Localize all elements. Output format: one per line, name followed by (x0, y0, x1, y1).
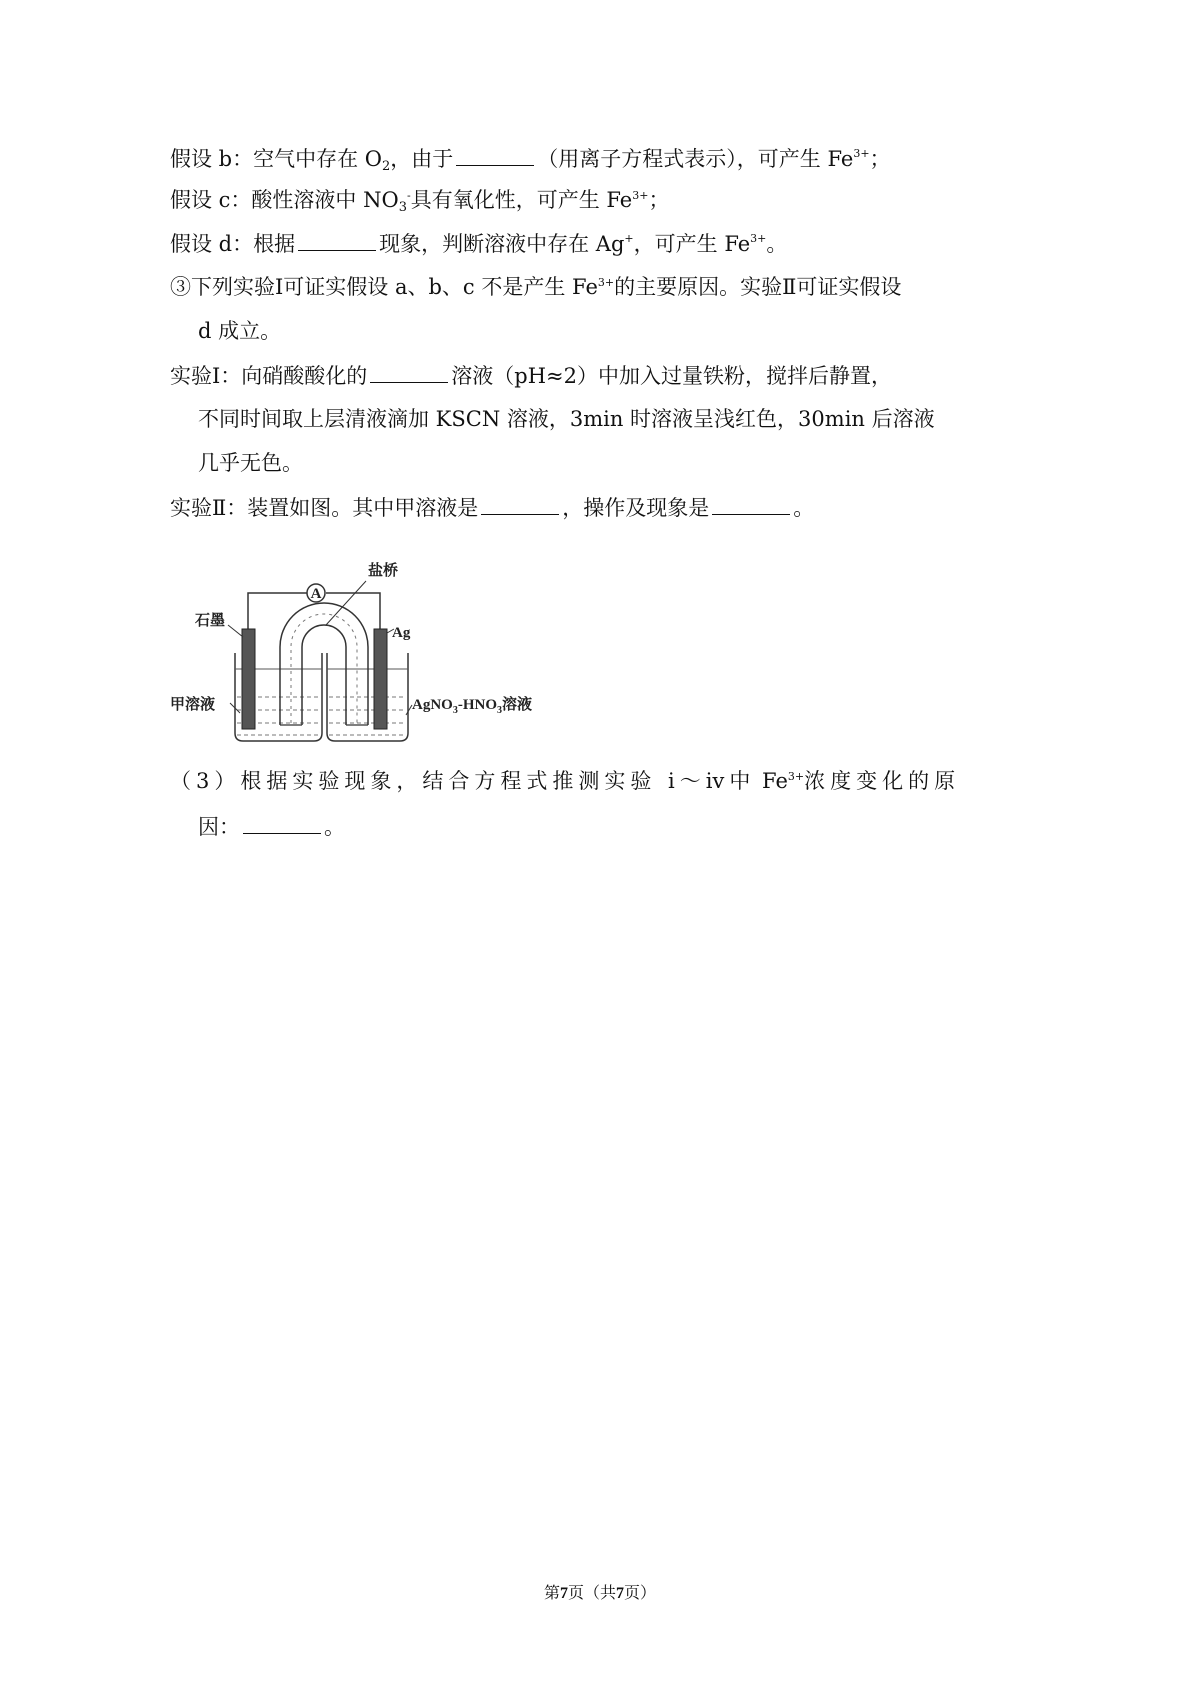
page-footer: 第7页（共7页） (543, 1583, 657, 1602)
experiment-1-line3: 几乎无色。 (198, 451, 303, 475)
wire-right (326, 593, 380, 629)
graphite-label: 石墨 (195, 613, 226, 629)
item-3-statement: ③下列实验Ⅰ可证实假设 a、b、c 不是产生 $Fe^{3+}$的主要原因。实验Ⅱ可证实假设 (170, 275, 902, 299)
answer-blank[interactable] (712, 492, 790, 515)
answer-blank[interactable] (481, 492, 559, 515)
ammeter-label: A (310, 586, 322, 602)
answer-blank[interactable] (243, 811, 321, 834)
salt-bridge-outer (280, 603, 368, 725)
hypothesis-b: 假设 b：空气中存在 $O_2$，由于 （用离子方程式表示），可产生 $Fe^{3+}$； (170, 143, 891, 178)
question-3-line2: 因： 。 (198, 811, 345, 842)
experiment-1-line1: 实验Ⅰ：向硝酸酸化的 溶液（pH≈2）中加入过量铁粉，搅拌后静置， (170, 360, 892, 391)
experiment-1-line2: 不同时间取上层清液滴加 KSCN 溶液，3min 时溶液呈浅红色，30min 后溶液 (198, 407, 935, 431)
silver-electrode (374, 629, 387, 729)
graphite-electrode (242, 629, 255, 729)
item-3-continued: d 成立。 (198, 319, 282, 343)
experiment-2: 实验Ⅱ：装置如图。其中甲溶液是 ，操作及现象是 。 (170, 492, 814, 523)
left-solution-label: 甲溶液 (170, 697, 216, 713)
answer-blank[interactable] (370, 360, 448, 383)
salt-bridge-label: 盐桥 (368, 563, 399, 579)
hypothesis-d: 假设 d：根据 现象，判断溶液中存在 Ag+，可产生 $Fe^{3+}$。 (170, 228, 787, 259)
answer-blank[interactable] (456, 143, 534, 166)
silver-label: Ag (392, 625, 411, 641)
hypothesis-c: 假设 c：酸性溶液中 $NO_3^-$具有氧化性，可产生 $Fe^{3+}$； (170, 188, 670, 215)
right-solution-label: $AgNO_3-HNO_3$溶液 (412, 697, 533, 716)
answer-blank[interactable] (298, 228, 376, 251)
question-3-line1: （3）根据实验现象，结合方程式推测实验 ⅰ～ⅳ中 $Fe^{3+}$浓度变化的原 (170, 769, 961, 793)
